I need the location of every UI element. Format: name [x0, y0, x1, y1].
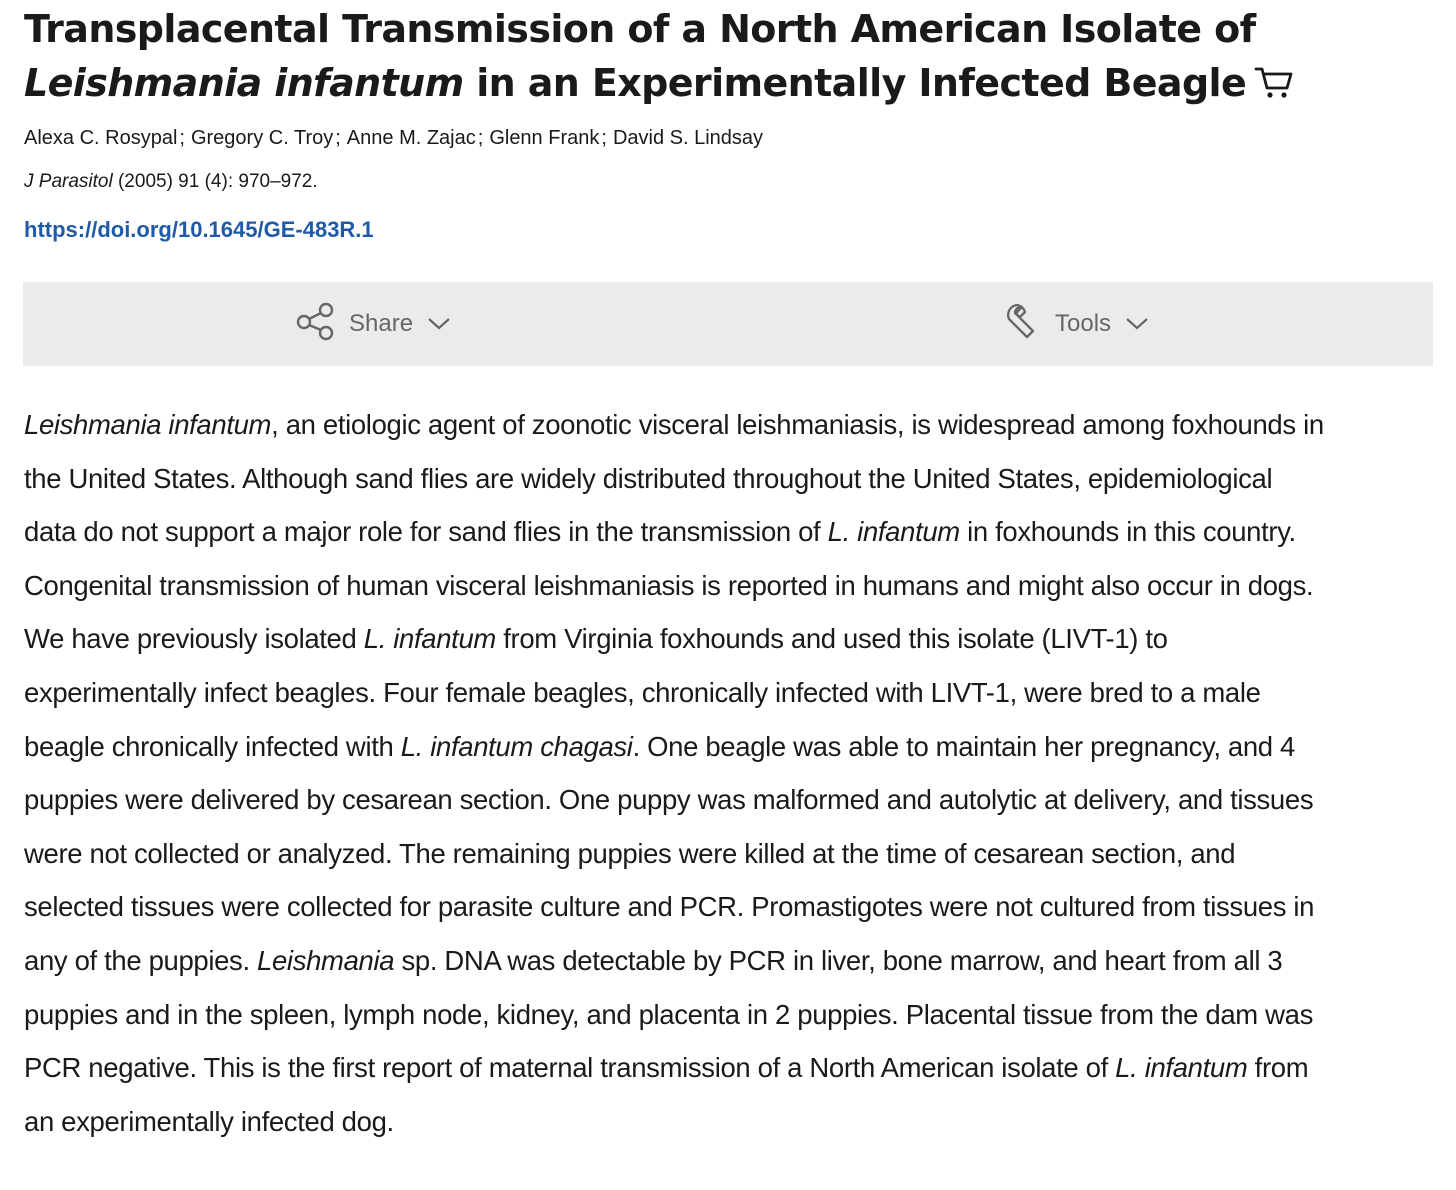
abstract-line: any of the puppies. Leishmania sp. DNA was detectable by PCR in liver, bone marrow, and heart from all 3	[24, 944, 1283, 976]
abstract-line: beagle chronically infected with L. infantum chagasi. One beagle was able to maintain her pregnancy, and 4	[24, 730, 1295, 762]
citation-details: (2005) 91 (4): 970–972.	[112, 171, 318, 192]
doi-link[interactable]: https://doi.org/10.1645/GE-483R.1	[24, 217, 374, 242]
title-suffix: in an Experimentally Infected Beagle	[463, 61, 1247, 105]
abstract-line: selected tissues were collected for parasite culture and PCR. Promastigotes were not cultured from tissues in	[24, 891, 1315, 923]
abstract-line: the United States. Although sand flies are widely distributed throughout the United States, epidemiological	[24, 462, 1273, 494]
author-link[interactable]: Anne M. Zajac	[346, 127, 476, 149]
abstract-line: data do not support a major role for sand flies in the transmission of L. infantum in foxhounds in this country.	[24, 516, 1296, 548]
article-title	[24, 2, 1434, 114]
chevron-down-icon	[427, 310, 451, 338]
abstract-line: an experimentally infected dog.	[24, 1105, 394, 1137]
shopping-cart-icon[interactable]	[1254, 60, 1294, 114]
chevron-down-icon	[1125, 310, 1149, 338]
abstract-line: puppies were delivered by cesarean section. One puppy was malformed and autolytic at delivery, and tissues	[24, 784, 1314, 816]
article-toolbar	[23, 282, 1433, 366]
abstract-text	[24, 398, 1436, 1148]
title-genus: Leishmania	[24, 61, 262, 105]
title-prefix: Transplacental Transmission of a North American Isolate of	[24, 7, 1256, 51]
journal-name: J Parasitol	[24, 171, 113, 192]
tools-label: Tools	[1055, 310, 1112, 337]
author-list: Alexa C. Rosypal ; Gregory C. Troy ; Anne M. Zajac ; Glenn Frank ; David S. Lindsay	[24, 127, 764, 149]
author-link[interactable]: Alexa C. Rosypal	[24, 127, 178, 149]
abstract-line: puppies and in the spleen, lymph node, kidney, and placenta in 2 puppies. Placental tissue from the dam was	[24, 998, 1313, 1030]
abstract-line: experimentally infect beagles. Four female beagles, chronically infected with LIVT-1, were bred to a male	[24, 676, 1261, 708]
abstract-line: We have previously isolated L. infantum from Virginia foxhounds and used this isolate (LIVT-1) to	[24, 623, 1168, 655]
abstract-line: were not collected or analyzed. The remaining puppies were killed at the time of cesarean section, and	[24, 837, 1236, 869]
author-link[interactable]: David S. Lindsay	[612, 127, 764, 149]
abstract-line: Congenital transmission of human visceral leishmaniasis is reported in humans and might also occur in dogs.	[24, 569, 1314, 601]
author-link[interactable]: Gregory C. Troy	[190, 127, 334, 149]
abstract-line: Leishmania infantum, an etiologic agent of zoonotic visceral leishmaniasis, is widespread among foxhounds in	[24, 409, 1324, 440]
tools-button[interactable]	[1001, 282, 1149, 366]
author-link[interactable]: Glenn Frank	[489, 127, 600, 149]
title-species: infantum	[274, 61, 464, 105]
share-icon	[295, 301, 337, 348]
share-label: Share	[349, 310, 414, 337]
abstract-line: PCR negative. This is the first report of maternal transmission of a North American isolate of L. infantum from	[24, 1052, 1309, 1084]
wrench-icon	[1001, 301, 1043, 348]
share-button[interactable]	[295, 282, 451, 366]
citation	[24, 168, 318, 196]
